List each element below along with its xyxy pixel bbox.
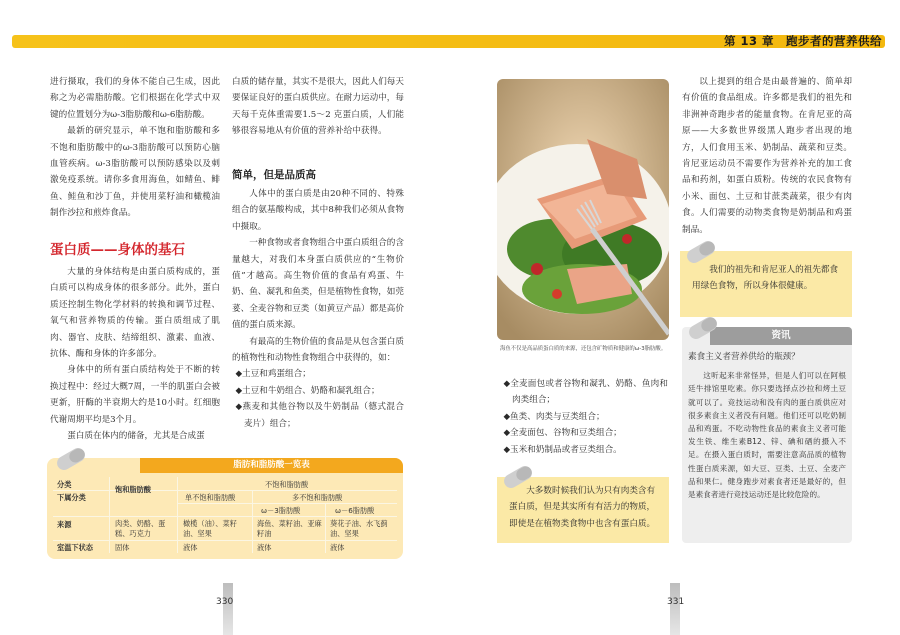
left-col1-bottom [50,264,220,444]
list-item: ◆玉米和奶制品或者豆类组合。 [503,444,622,455]
fish-salad-photo [497,79,669,340]
right-col4 [682,74,852,238]
chapter-title: 第 13 章 跑步者的营养供给 [723,34,882,48]
list-item: ◆鱼类、肉类与豆类组合； [503,411,605,422]
list-item: ◆全麦面包、谷物和豆类组合； [503,428,622,439]
paragraph: 以上提到的组合是由最普遍的、简单却有价值的食品组成。许多都是我们的祖先和非洲神奇跑步者的能量食物。在肯尼亚的高原——大多数世界级黑人跑步者出现的地方，人们食用玉米、奶制品、蔬菜和豆类。肯尼亚运动员不需要作为营养补充的加工食品和药剂，如蛋白质粉。传统的农民食物有小米、面包、土豆和甘蔗类蔬菜，很少有肉食。人们需要的动物类食物是奶制品和鸡蛋制品。 [682,77,852,235]
list-item: ◆全麦面包或者谷物和凝乳、奶酪、鱼肉和肉类组合； [503,379,668,406]
protein-heading: 蛋白质——身体的基石 [50,242,185,258]
table-cell: 液体 [183,543,198,552]
table-row-label: 来源 [57,520,72,529]
table-body [47,473,403,559]
paragraph: 白质的储存量，其实不是很大，因此人们每天要保证良好的蛋白质供应。在耐力运动中，每天每千克体重需要1.5～2 克蛋白质，人们能够很容易地从有价值的营养补给中获得。 [232,77,404,137]
paragraph: 最新的研究显示，单不饱和脂肪酸和多不饱和脂肪酸中的ω-3脂肪酸可以预防心脑血管疾病。ω-3脂肪酸可以预防感染以及刺激免疫系统。请你多食用海鱼，如鲭鱼、鲱鱼、鲑鱼和沙丁鱼，并使用菜籽油和橄榄油制作沙拉和煎炸食品。 [50,126,220,219]
quote-box [680,251,852,317]
quote-text: 大多数时候我们认为只有肉类含有蛋白质，但是其实所有有活力的物质，即使是在植物类食物中也含有蛋白质。 [509,486,656,529]
paragraph: 有最高的生物价值的食品是从包含蛋白质的植物性和动物性食物组合中获得的，如： [232,336,404,364]
paragraph: 一种食物或者食物组合中蛋白质组合的含量越大，对我们本身蛋白质供应的“生物价值”才越高。高生物价值的食品有鸡蛋、牛奶、鱼、凝乳和鱼类，但是植物性食物，如莞荽、全麦谷物和豆类（如黄豆产品）都是高价值的蛋白质来源。 [232,238,404,331]
page-number-bar [223,583,233,635]
table-cell: 海鱼、菜籽油、亚麻籽油 [257,519,322,538]
list-item: ◆土豆和鸡蛋组合； [235,369,311,380]
table-cell: 肉类、奶酪、蛋糕、巧克力 [115,519,166,538]
page-number: 331 [667,597,685,607]
table-header: 不饱和脂肪酸 [265,480,309,489]
table-header: 单不饱和脂肪酸 [185,493,236,502]
list-item: ◆燕麦和其他谷物以及牛奶制品（德式混合麦片）组合； [235,402,404,429]
info-body: 这听起来非常怪异，但是人们可以在阿根廷牛排馆里吃素。你只要选择点沙拉和烤土豆就可以了。竞技运动和没有肉的蛋白质供应对很多素食主义者没有问题。他们还可以吃奶制品和鸡蛋。不吃动物性食品的素食主义者可能发生铁、维生素B12、锌、碘和硒的摄入不足。在摄入蛋白质时，需要注意高品质的植物性蛋白质来源，如大豆、豆类、土豆、全麦产品和果仁。健身跑步对素食者还是最好的，但是素食者进行竞技运动还是比较危险的。 [688,371,846,500]
table-cell: 橄榄（油）、菜籽油、坚果 [183,519,237,538]
table-header: ω－3脂肪酸 [261,506,301,515]
list-item: ◆土豆和牛奶组合、奶酪和凝乳组合； [235,385,380,396]
table-cell: 葵花子油、水飞蓟油、坚果 [330,519,388,538]
info-box-content [688,351,846,501]
sub-heading: 简单，但是品质高 [232,169,316,181]
food-combo-list [232,366,404,432]
info-question: 素食主义者营养供给的瓶颈？ [688,352,800,362]
left-col1-top [50,74,220,222]
table-cell: 固体 [115,543,130,552]
paragraph: 人体中的蛋白质是由20种不同的、特殊组合的氨基酸构成，其中8种我们必须从食物中摄取。 [232,189,404,232]
paragraph: 大量的身体结构是由蛋白质构成的，蛋白质可以构成身体的很多部分。此外，蛋白质还控制生物化学材料的转换和调节过程、氧气和营养物质的传输。蛋白质组成了肌肉、器官、皮肤、结缔组织、激素、血液、抗体、酶和身体的许多部分。 [50,267,220,360]
page-number: 330 [216,597,234,607]
table-cell: 液体 [257,543,272,552]
paragraph: 蛋白质在体内的储备，尤其是合成蛋 [67,431,205,442]
info-box-title: 资讯 [710,327,852,345]
table-row-label: 室温下状态 [57,543,93,552]
left-col2 [232,74,404,140]
table-cell: 液体 [330,543,345,552]
table-header: ω－6脂肪酸 [335,506,375,515]
table-title: 脂肪和脂肪酸一览表 [140,458,403,473]
table-header: 下属分类 [57,493,86,502]
left-col2-body [232,186,404,432]
page-number-bar [670,583,680,635]
table-header: 分类 [57,480,72,489]
quote-box [497,477,669,543]
paragraph: 进行摄取，我们的身体不能自己生成，因此称之为必需脂肪酸。它们根据在化学式中双键的位置划分为ω-3脂肪酸和ω-6脂肪酸。 [50,77,220,120]
right-food-combo-list [500,376,668,458]
paragraph: 身体中的所有蛋白质结构处于不断的转换过程中：经过大概7周，一半的肌蛋白会被更新，肝酶的半衰期大约是10小时。红细胞代谢周期平均是3个月。 [50,365,220,425]
quote-text: 我们的祖先和肯尼亚人的祖先都食用绿色食物，所以身体很健康。 [692,265,839,292]
table-header: 饱和脂肪酸 [115,485,151,494]
photo-caption: 海鱼不仅是高品质蛋白质的来源，还包含矿物质和健康的ω-3脂肪酸。 [500,346,667,352]
table-header: 多不饱和脂肪酸 [292,493,343,502]
